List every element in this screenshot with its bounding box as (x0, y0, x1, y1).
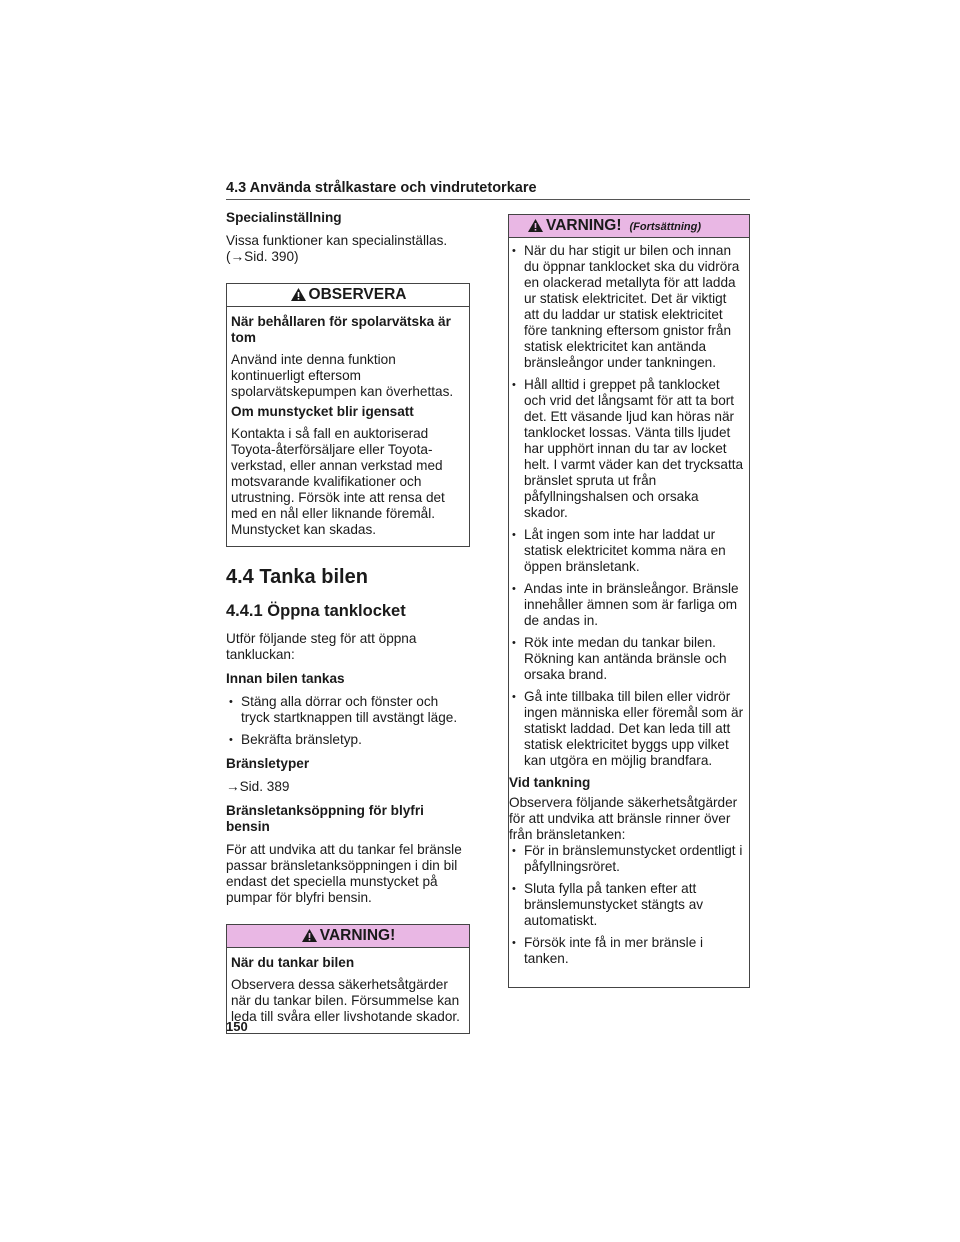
right-column (508, 214, 750, 988)
observera-text-2: Kontakta i så fall en auktoriserad Toyota-återförsäljare eller Toyota-verkstad, eller annan verkstad med motsvarande kvalifikationer och utrustning. Försök inte att rensa det med en nål eller liknande föremål. Munstycket kan skadas. (231, 426, 445, 537)
warning-triangle-icon (527, 218, 544, 233)
special-settings-title: Specialinställning (226, 210, 342, 225)
before-fueling-title: Innan bilen tankas (226, 671, 345, 686)
list-item: • Gå inte tillbaka till bilen eller vidrör ingen människa eller föremål som är statiskt laddad. Det kan leda till att statisk elektricitet byggs upp vilket kan utgöra en möjlig brandfara. (509, 689, 745, 769)
list-item: • Rök inte medan du tankar bilen. Rökning kan antända bränsle och orsaka brand. (509, 635, 745, 683)
warning-triangle-icon (290, 287, 307, 302)
warning-list (509, 243, 745, 769)
chapter-header: 4.3 Använda strålkastare och vindrutetorkare (226, 180, 750, 200)
warning-box (226, 924, 470, 1034)
list-item: • För in bränslemunstycket ordentligt i påfyllningsröret. (509, 843, 745, 875)
observera-heading-2: Om munstycket blir igensatt (231, 404, 414, 419)
observera-heading-1: När behållaren för spolarvätska är tom (231, 314, 451, 345)
before-fueling-list (226, 694, 470, 748)
list-item: • Låt ingen som inte har laddat ur statisk elektricitet komma nära en öppen bränsletank. (509, 527, 745, 575)
list-item: • Sluta fylla på tanken efter att bränslemunstycket stängts av automatiskt. (509, 881, 745, 929)
page-number: 150 (226, 1019, 248, 1034)
list-item: • När du har stigit ur bilen och innan du öppnar tanklocket ska du vidröra en olackerad metallyta för att ladda ur statisk elektricitet. Det är viktigt att du laddar ur statisk elektricitet före tankning eftersom gnistor från statisk elektricitet kan antända bränsleångor under tankningen. (509, 243, 745, 371)
warning-heading: När du tankar bilen (231, 955, 355, 970)
warning-continued-box (508, 214, 750, 988)
fuel-tank-opening-text: För att undvika att du tankar fel bränsle passar bränsletanksöppningen i din bil endast det speciella munstycket på pumpar för blyfri bensin. (226, 842, 462, 905)
warning-continued-header (509, 215, 749, 238)
list-item: • Bekräfta bränsletyp. (226, 732, 470, 748)
observera-header (227, 284, 469, 307)
continued-label: (Fortsättning) (629, 221, 701, 233)
fuel-tank-opening-title: Bränsletanksöppning för blyfri bensin (226, 803, 424, 834)
observera-text-1: Använd inte denna funktion kontinuerligt eftersom spolarvätskepumpen kan överhettas. (231, 352, 454, 399)
vid-tankning-title: Vid tankning (509, 775, 591, 790)
list-item: • Andas inte in bränsleångor. Bränsle innehåller ämnen som är farliga om de andas in. (509, 581, 745, 629)
observera-box (226, 283, 470, 547)
fuel-types-ref-link[interactable]: →Sid. 389 (226, 779, 290, 794)
fuel-types-title: Bränsletyper (226, 756, 310, 771)
warning-header (227, 925, 469, 948)
list-item: • Försök inte få in mer bränsle i tanken. (509, 935, 745, 967)
warning-triangle-icon (301, 928, 318, 943)
left-column (226, 210, 470, 1034)
observera-label: OBSERVERA (308, 286, 407, 303)
list-item: • Håll alltid i greppet på tanklocket och vrid det långsamt för att ta bort det. Ett väsande ljud kan höras när tanklocket lossas. Vänta tills ljudet har upphört innan du tar av locket helt. I varmt väder kan det trycksatta bränslet spruta ut från påfyllningshalsen och orsaka skador. (509, 377, 745, 521)
warning-continued-label: VARNING! (546, 217, 622, 234)
vid-tankning-text: Observera följande säkerhetsåtgärder för att undvika att bränsle rinner över från bränsletanken: (509, 795, 738, 842)
subsection-title: 4.4.1 Öppna tanklocket (226, 602, 406, 620)
intro-text: Utför följande steg för att öppna tankluckan: (226, 631, 417, 662)
list-item: • Stäng alla dörrar och fönster och tryck startknappen till avstängt läge. (226, 694, 470, 726)
special-settings-text: Vissa funktioner kan specialinställas. (→Sid. 390) (226, 233, 448, 264)
vid-tankning-list (509, 843, 745, 967)
section-title: 4.4 Tanka bilen (226, 566, 368, 588)
warning-text: Observera dessa säkerhetsåtgärder när du tankar bilen. Försummelse kan leda till svåra eller livshotande skador. (231, 977, 460, 1024)
warning-label: VARNING! (319, 927, 396, 944)
